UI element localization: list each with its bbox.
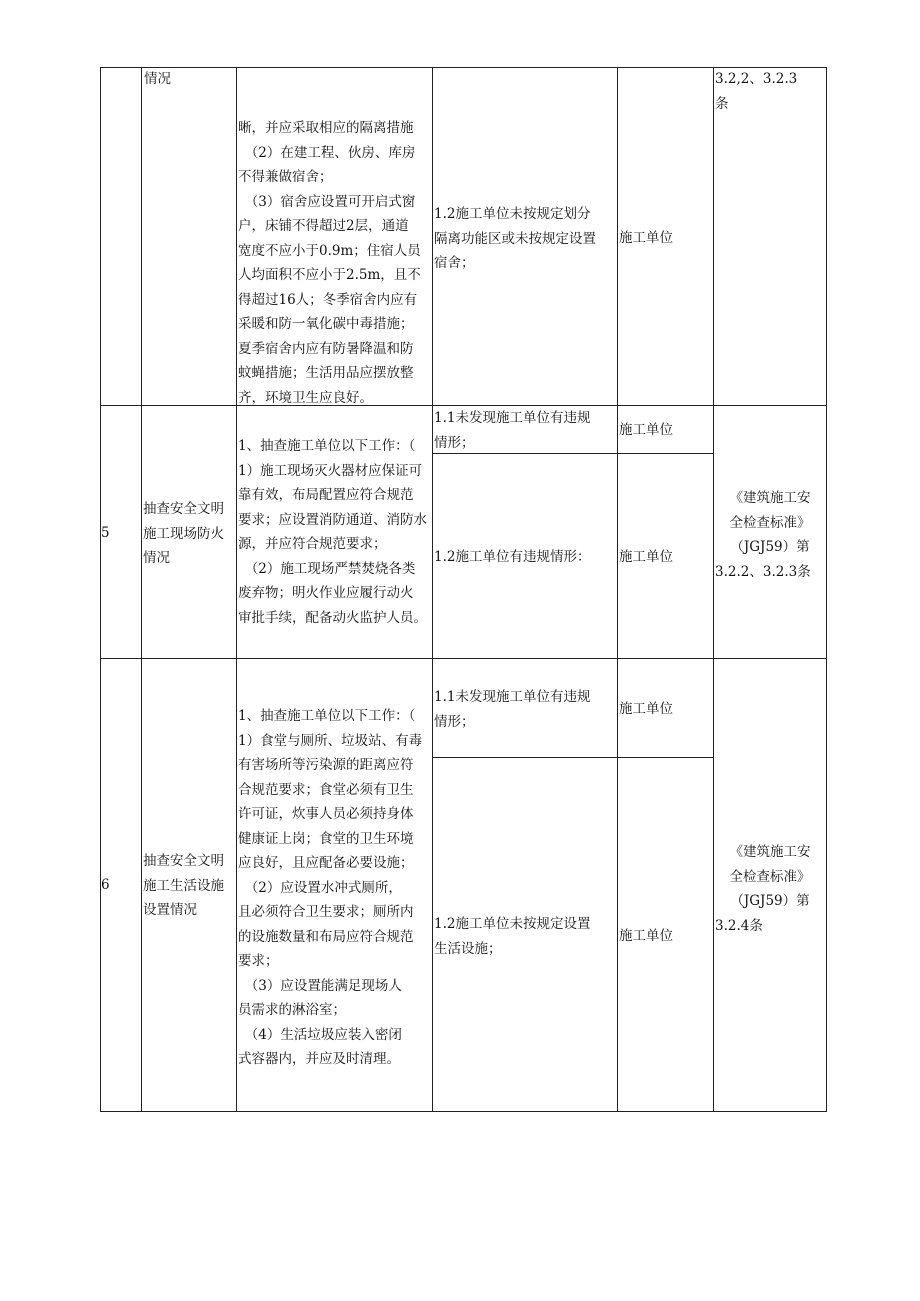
row5-basis <box>715 486 825 584</box>
row5-finding-1-line: 情形； <box>434 434 475 451</box>
row6-finding-2-line: 生活设施； <box>434 940 502 957</box>
cont-content-line: 户，床铺不得超过2层，通道 <box>238 218 409 234</box>
cont-content-line: 蚊蝇措施；生活用品应摆放整 <box>238 365 414 381</box>
row5-finding-2-line: 1.2施工单位有违规情形： <box>434 549 591 565</box>
row5-responsible-1-text: 施工单位 <box>619 422 673 438</box>
cont-basis <box>715 67 825 116</box>
row5-content-line: 1）施工现场灭火器材应保证可 <box>238 462 423 479</box>
row5-content <box>238 434 431 630</box>
cont-basis-line: 条 <box>715 95 729 112</box>
row5-no <box>101 521 139 546</box>
row5-content-line: 靠有效，布局配置应符合规范 <box>238 487 414 503</box>
row5-content-line: 审批手续，配备动火监护人员。 <box>238 609 427 626</box>
cont-content-line: （3）宿舍应设置可开启式窗 <box>238 193 416 210</box>
cont-finding-line: 宿舍； <box>434 255 475 271</box>
cont-finding <box>434 202 616 276</box>
row6-content-line: 要求； <box>238 953 279 969</box>
row6-item-line: 设置情况 <box>143 902 197 918</box>
row6-finding-1-line: 1.1未发现施工单位有违规 <box>434 689 591 705</box>
row5-item-line: 施工现场防火 <box>143 525 224 542</box>
row5-content-line: 1、抽查施工单位以下工作：（ <box>238 438 416 454</box>
row6-content-line: 1）食堂与厕所、垃圾站、有毒 <box>238 732 423 749</box>
row6-basis-line: 3.2.4条 <box>715 917 763 934</box>
cont-content-line: 齐，环境卫生应良好。 <box>238 389 373 406</box>
row6-responsible-2 <box>619 924 711 949</box>
row6-content-line: （3）应设置能满足现场人 <box>238 977 402 994</box>
cont-content-line: 不得兼做宿舍； <box>238 169 333 185</box>
grid-line-col5 <box>713 67 714 1112</box>
grid-line-col0 <box>100 67 101 1112</box>
row5-content-line: （2）施工现场严禁焚烧各类 <box>238 560 416 577</box>
cont-content <box>238 116 431 410</box>
cont-content-line: 得超过16人；冬季宿舍内应有 <box>238 291 418 308</box>
row5-item <box>143 497 235 571</box>
row5-basis-line: 全检查标准》 <box>729 514 811 531</box>
row6-responsible-2-text: 施工单位 <box>619 928 673 944</box>
row5-content-line: 源，并应符合规范要求； <box>238 536 387 552</box>
row5-responsible-1 <box>619 418 711 443</box>
row6-content-line: 健康证上岗；食堂的卫生环境 <box>238 830 414 847</box>
grid-line-col4 <box>617 67 618 1112</box>
row6-finding-2 <box>434 912 616 961</box>
row5-finding-1-line: 1.1未发现施工单位有违规 <box>434 410 591 426</box>
grid-line-col3 <box>432 67 433 1112</box>
row6-item-line: 抽查安全文明 <box>143 853 224 869</box>
cont-responsible <box>619 226 711 251</box>
cont-content-line: 采暖和防一氧化碳中毒措施； <box>238 316 414 332</box>
row6-content-line: 式容器内，并应及时清理。 <box>238 1051 400 1067</box>
row6-finding-1-line: 情形； <box>434 713 475 730</box>
row6-no-text: 6 <box>101 877 110 893</box>
cont-basis-line: 3.2,2、3.2.3 <box>715 71 798 87</box>
row5-content-line: 要求；应设置消防通道、消防水 <box>238 511 427 528</box>
row6-content-line: 合规范要求；食堂必须有卫生 <box>238 781 414 798</box>
grid-line-col2 <box>236 67 237 1112</box>
row6-finding-1 <box>434 685 616 734</box>
row6-item <box>143 849 235 923</box>
row5-finding-2 <box>434 545 616 570</box>
row6-content-line: 应良好，且应配备必要设施； <box>238 855 414 871</box>
cont-content-line: 人均面积不应小于2.5m，且不 <box>238 267 421 283</box>
row6-content-line: 有害场所等污染源的距离应符 <box>238 757 414 773</box>
row6-no <box>101 873 139 898</box>
row6-content-line: 许可证，炊事人员必须持身体 <box>238 806 414 822</box>
row6-content <box>238 704 431 1072</box>
row6-finding-2-line: 1.2施工单位未按规定设置 <box>434 916 591 932</box>
row5-no-text: 5 <box>101 525 110 541</box>
cont-finding-line: 1.2施工单位未按规定划分 <box>434 206 591 222</box>
row5-content-line: 废弃物；明火作业应履行动火 <box>238 585 414 601</box>
row5-basis-line: 《建筑施工安 <box>729 490 811 506</box>
cont-content-line: 宽度不应小于0.9m；住宿人员 <box>238 242 421 259</box>
row6-content-line: （2）应设置水冲式厕所， <box>238 879 402 896</box>
grid-line-col6 <box>826 67 827 1112</box>
row5-item-line: 抽查安全文明 <box>143 501 224 517</box>
row6-basis-line: （JGJ59）第 <box>730 893 810 909</box>
row6-content-line: 的设施数量和布局应符合规范 <box>238 928 414 945</box>
row6-basis-line: 全检查标准》 <box>729 868 811 885</box>
row5-item-line: 情况 <box>143 550 170 566</box>
cont-content-line: （2）在建工程、伙房、库房 <box>238 144 416 161</box>
row6-content-line: 员需求的淋浴室； <box>238 1002 346 1018</box>
cont-content-line: 夏季宿舍内应有防暑降温和防 <box>238 340 414 357</box>
row6-item-line: 施工生活设施 <box>143 877 224 894</box>
row6-responsible-1 <box>619 697 711 722</box>
row6-basis <box>715 840 825 938</box>
row6-content-line: 且必须符合卫生要求；厕所内 <box>238 904 414 920</box>
row5-responsible-2-text: 施工单位 <box>619 549 673 565</box>
cont-item-tail-text: 情况 <box>144 71 171 87</box>
grid-line-row6-top <box>100 658 827 659</box>
grid-line-col1 <box>141 67 142 1112</box>
cont-finding-line: 隔离功能区或未按规定设置 <box>434 230 596 247</box>
row5-basis-line: （JGJ59）第 <box>730 539 810 555</box>
row6-content-line: （4）生活垃圾应装入密闭 <box>238 1026 402 1043</box>
row5-basis-line: 3.2.2、3.2.3条 <box>715 563 811 580</box>
grid-line-row6-split <box>432 757 714 758</box>
row6-content-line: 1、抽查施工单位以下工作：（ <box>238 708 416 724</box>
row6-responsible-1-text: 施工单位 <box>619 701 673 717</box>
row5-finding-1 <box>434 406 616 455</box>
row5-responsible-2 <box>619 545 711 570</box>
cont-responsible-text: 施工单位 <box>619 230 673 246</box>
grid-line-bottom <box>100 1111 827 1112</box>
row6-basis-line: 《建筑施工安 <box>729 844 811 860</box>
cont-content-line: 晰，并应采取相应的隔离措施 <box>238 120 414 136</box>
cont-item-tail <box>144 67 234 92</box>
